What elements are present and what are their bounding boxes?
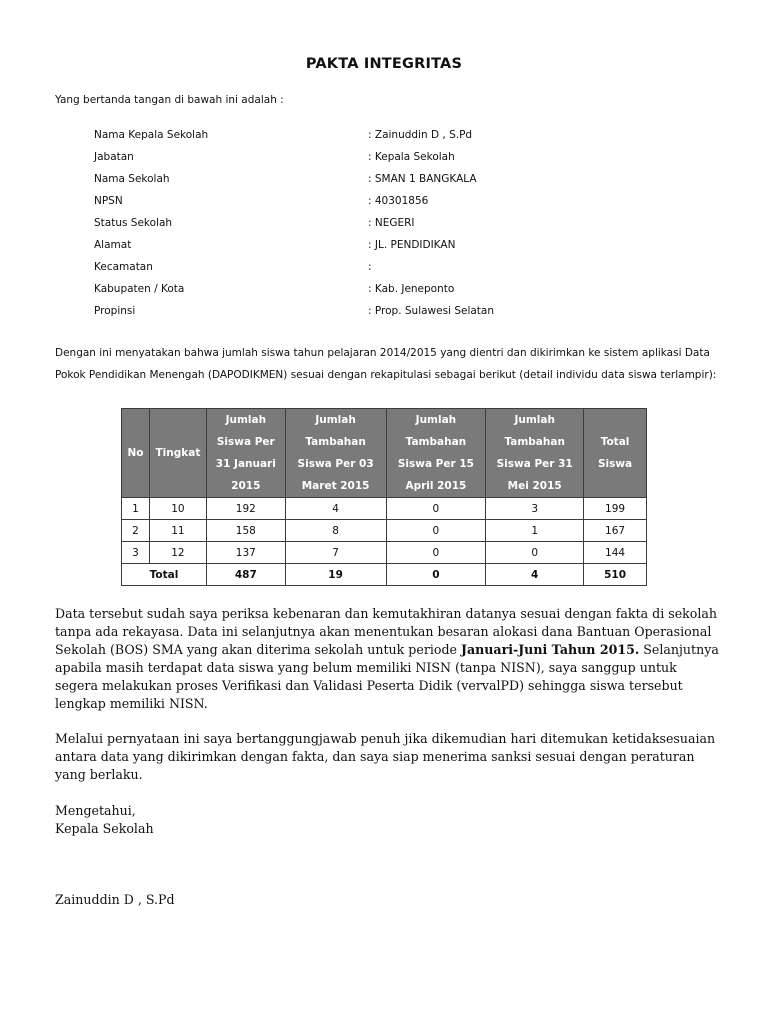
table-cell: 0 (386, 498, 486, 520)
field-label: Nama Kepala Sekolah (94, 129, 209, 141)
field-value: : JL. PENDIDIKAN (368, 239, 456, 251)
field-row (94, 212, 614, 234)
responsibility-paragraph: Melalui pernyataan ini saya bertanggungjawab penuh jika dikemudian hari ditemukan ketidaksesuaian antara data yang dikirimkan dengan fakta, dan saya siap menerima sanksi sesuai dengan peraturan yang berlaku. (55, 731, 716, 782)
table-cell: 4 (285, 498, 386, 520)
total-label: Total (122, 564, 207, 586)
header-total: Total Siswa (584, 409, 647, 498)
field-row (94, 278, 614, 300)
period-highlight: Januari-Juni Tahun 2015. (460, 642, 640, 657)
verification-paragraph (55, 605, 720, 713)
total-cell: 510 (584, 564, 647, 586)
table-cell: 3 (486, 498, 584, 520)
table-total-row (122, 564, 647, 586)
page-title: PAKTA INTEGRITAS (305, 56, 463, 72)
field-row (94, 256, 614, 278)
table-cell: 0 (486, 542, 584, 564)
field-label: Propinsi (94, 305, 136, 317)
table-cell: 8 (285, 520, 386, 542)
field-row (94, 300, 614, 322)
field-label: Kecamatan (94, 261, 153, 273)
table-cell: 12 (149, 542, 206, 564)
field-label: NPSN (94, 195, 123, 207)
table-cell: 167 (584, 520, 647, 542)
table-cell: 2 (122, 520, 150, 542)
intro-text: Yang bertanda tangan di bawah ini adalah : (55, 94, 284, 106)
total-cell: 4 (486, 564, 584, 586)
field-label: Alamat (94, 239, 132, 251)
table-cell: 3 (122, 542, 150, 564)
signature-acknowledge: Mengetahui, (55, 803, 136, 818)
table-cell: 0 (386, 520, 486, 542)
field-value: : (368, 261, 372, 273)
table-cell: 192 (206, 498, 285, 520)
header-mei: Jumlah Tambahan Siswa Per 31 Mei 2015 (486, 409, 584, 498)
table-header-row (122, 409, 647, 498)
table-cell: 10 (149, 498, 206, 520)
student-recap-table (121, 408, 647, 586)
field-row (94, 168, 614, 190)
header-tingkat: Tingkat (149, 409, 206, 498)
field-row (94, 190, 614, 212)
paragraph-text: Selanjutnya apabila masih terdapat data siswa yang belum memiliki NISN (tanpa NISN), saya sanggup untuk segera melakukan proses Verifikasi dan Validasi Peserta Didik (vervalPD) sehingga siswa tersebut lengkap memiliki NISN. (55, 642, 719, 711)
field-value: : Kab. Jeneponto (368, 283, 455, 295)
field-row (94, 124, 614, 146)
field-row (94, 234, 614, 256)
table-cell: 7 (285, 542, 386, 564)
signature-block (55, 802, 720, 838)
field-value: : NEGERI (368, 217, 415, 229)
total-cell: 19 (285, 564, 386, 586)
signer-name: Zainuddin D , S.Pd (55, 892, 175, 907)
table-cell: 0 (386, 542, 486, 564)
field-value: : SMAN 1 BANGKALA (368, 173, 477, 185)
paragraph-text: Data tersebut sudah saya periksa kebenaran dan kemutakhiran datanya sesuai dengan fakta di sekolah tanpa ada rekayasa. Data ini selanjutnya akan menentukan besaran alokasi dana Bantuan Operasional Sekolah (BOS) SMA yang akan diterima sekolah untuk periode (55, 606, 718, 657)
table-cell: 144 (584, 542, 647, 564)
table-row (122, 498, 647, 520)
total-cell: 487 (206, 564, 285, 586)
field-label: Kabupaten / Kota (94, 283, 185, 295)
header-jan: Jumlah Siswa Per 31 Januari 2015 (206, 409, 285, 498)
table-cell: 1 (122, 498, 150, 520)
table-cell: 11 (149, 520, 206, 542)
header-apr: Jumlah Tambahan Siswa Per 15 April 2015 (386, 409, 486, 498)
table-row (122, 542, 647, 564)
field-label: Nama Sekolah (94, 173, 170, 185)
field-row (94, 146, 614, 168)
header-mar: Jumlah Tambahan Siswa Per 03 Maret 2015 (285, 409, 386, 498)
field-label: Status Sekolah (94, 217, 173, 229)
field-value: : Prop. Sulawesi Selatan (368, 305, 494, 317)
statement-text: Dengan ini menyatakan bahwa jumlah siswa tahun pelajaran 2014/2015 yang dientri dan dikirimkan ke sistem aplikasi Data Pokok Pendidikan Menengah (DAPODIKMEN) sesuai dengan rekapitulasi sebagai berikut (detail individu data siswa terlampir): (55, 347, 717, 381)
field-label: Jabatan (94, 151, 134, 163)
table-cell: 1 (486, 520, 584, 542)
table-row (122, 520, 647, 542)
total-cell: 0 (386, 564, 486, 586)
table-cell: 199 (584, 498, 647, 520)
school-identity-fields (94, 124, 614, 322)
header-no: No (122, 409, 150, 498)
signature-position: Kepala Sekolah (55, 821, 154, 836)
table-cell: 137 (206, 542, 285, 564)
table-cell: 158 (206, 520, 285, 542)
field-value: : 40301856 (368, 195, 429, 207)
field-value: : Kepala Sekolah (368, 151, 455, 163)
field-value: : Zainuddin D , S.Pd (368, 129, 473, 141)
